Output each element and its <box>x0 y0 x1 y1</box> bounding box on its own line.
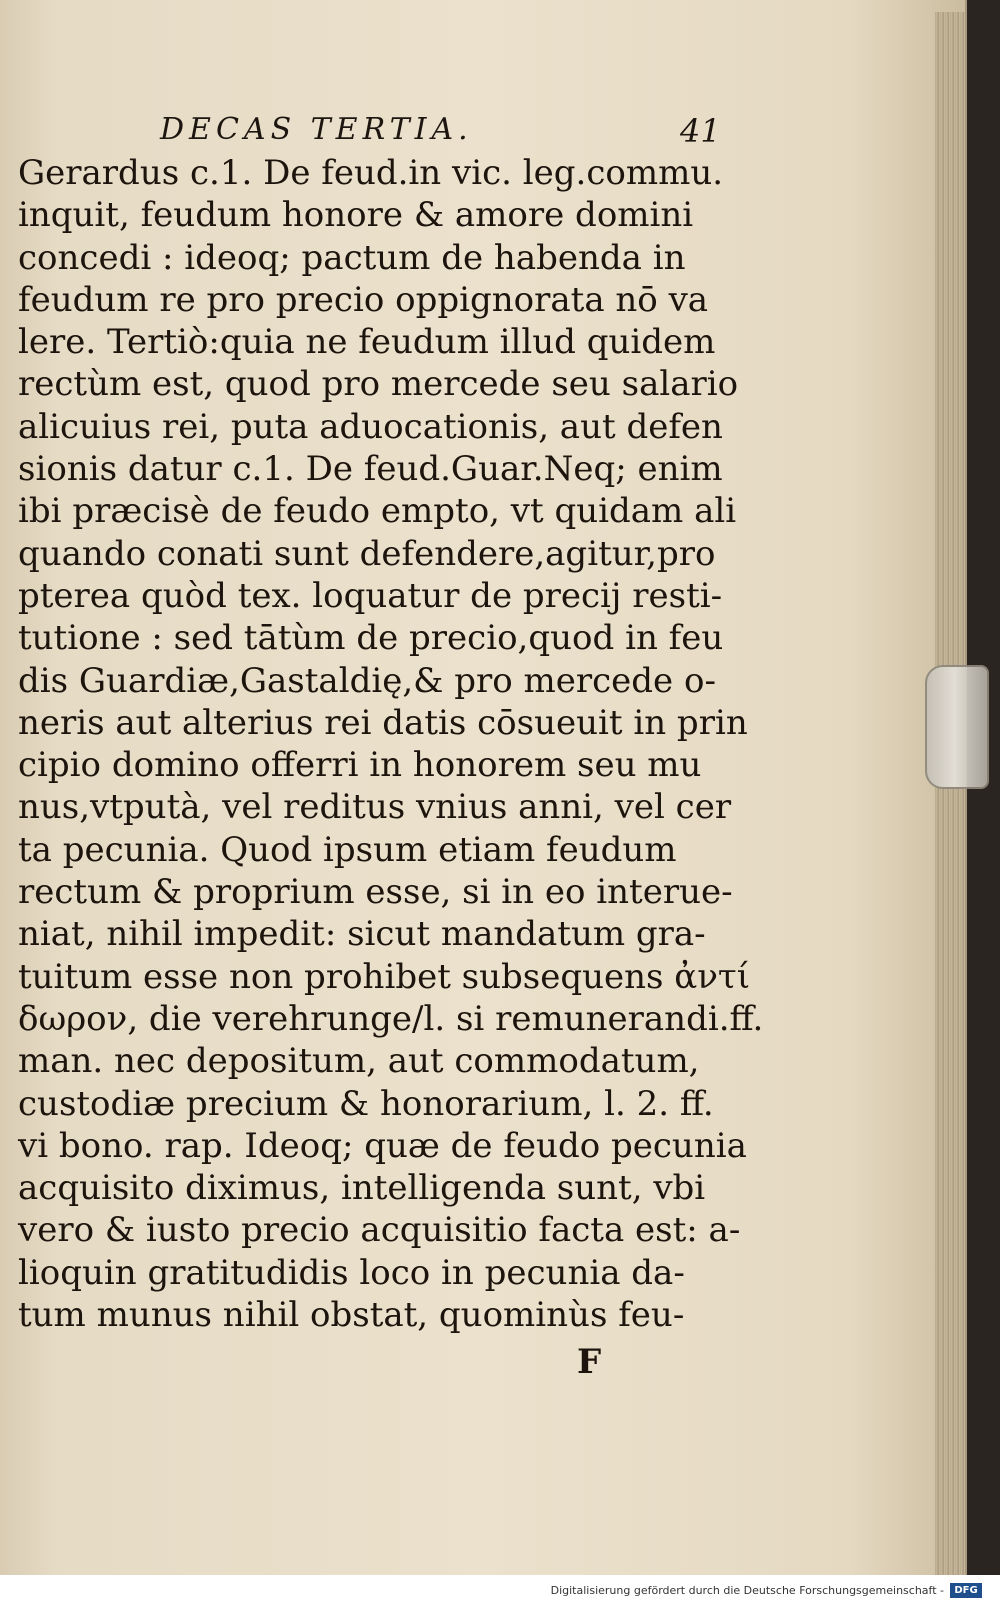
text-line: alicuius rei, puta aduocationis, aut defen <box>18 406 723 447</box>
text-line: neris aut alterius rei datis cōsueuit in prin <box>18 702 748 743</box>
text-line: vero & iusto precio acquisitio facta est: a- <box>18 1210 741 1251</box>
footer-credit: Digitalisierung gefördert durch die Deutsche Forschungsgemeinschaft - <box>550 1584 944 1597</box>
text-line: custodiæ precium & honorarium, l. 2. ff. <box>18 1083 714 1124</box>
text-line: lioquin gratitudidis loco in pecunia da- <box>18 1252 685 1293</box>
page-edges <box>935 12 965 1577</box>
footer-bar <box>0 1575 1000 1608</box>
running-head: DECAS TERTIA. <box>160 112 473 147</box>
text-line: acquisito diximus, intelligenda sunt, vbi <box>18 1168 706 1209</box>
text-line: δωρον, die verehrunge/l. si remunerandi.ff. <box>18 998 764 1039</box>
text-line: niat, nihil impedit: sicut mandatum gra- <box>18 914 706 955</box>
text-line: tuitum esse non prohibet subsequens ἀντί <box>18 956 751 997</box>
catchword: F <box>577 1342 602 1382</box>
text-line: cipio domino offerri in honorem seu mu <box>18 745 702 786</box>
text-line: rectum & proprium esse, si in eo interue- <box>18 872 733 913</box>
text-line: rectùm est, quod pro mercede seu salario <box>18 364 739 405</box>
text-line: lere. Tertiò:quia ne feudum illud quidem <box>18 322 716 363</box>
body-text <box>18 152 764 1336</box>
text-line: tutione : sed tātùm de precio,quod in feu <box>18 618 724 659</box>
text-line: feudum re pro precio oppignorata nō va <box>18 279 709 320</box>
text-line: quando conati sunt defendere,agitur,pro <box>18 533 716 574</box>
text-line: concedi : ideoq; pactum de habenda in <box>18 237 686 278</box>
book-clasp <box>925 665 989 789</box>
text-line: nus,vtputà, vel reditus vnius anni, vel cer <box>18 787 732 828</box>
text-line: pterea quòd tex. loquatur de precij resti- <box>18 575 723 616</box>
text-line: sionis datur c.1. De feud.Guar.Neq; enim <box>18 449 723 490</box>
text-line: Gerardus c.1. De feud.in vic. leg.commu. <box>18 153 724 193</box>
text-line: ta pecunia. Quod ipsum etiam feudum <box>18 829 677 870</box>
text-line: ibi præcisè de feudo empto, vt quidam ali <box>18 491 737 532</box>
text-line: tum munus nihil obstat, quominùs feu- <box>18 1295 685 1336</box>
text-line: inquit, feudum honore & amore domini <box>18 195 694 236</box>
text-line: dis Guardiæ,Gastaldię,& pro mercede o- <box>18 660 716 701</box>
folio-number: 41 <box>680 112 721 150</box>
dfg-logo: DFG <box>950 1583 982 1598</box>
text-line: vi bono. rap. Ideoq; quæ de feudo pecunia <box>18 1125 747 1166</box>
text-line: man. nec depositum, aut commodatum, <box>18 1041 700 1082</box>
